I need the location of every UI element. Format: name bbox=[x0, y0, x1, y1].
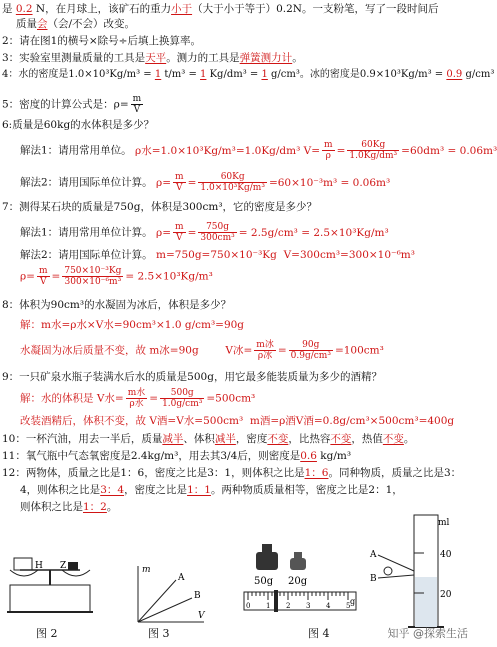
fig3-line-a: A bbox=[178, 573, 185, 583]
scale-tick-label: 4 bbox=[326, 602, 331, 610]
scale-tick-label: 5 bbox=[346, 602, 351, 610]
watermark: 知乎 @探索生活 bbox=[387, 627, 468, 640]
cylinder-unit: ml bbox=[438, 518, 450, 528]
q2-line: 2：请在图1的横号×除号÷后填上换算率。 bbox=[2, 35, 201, 47]
q1-line: 是 0.2 N，在月球上，该矿石的重力小于（大于小于等于）0.2N。一支粉笔，写了一段时间后 bbox=[2, 3, 439, 15]
cylinder-reading-a: A bbox=[370, 550, 377, 560]
q8-line: 8：体积为90cm³的水凝固为冰后，体积是多少？ bbox=[2, 299, 232, 311]
q9-step1: 解：水的体积是 V水= $\frac{\text{m水}}{\text{ρ水}}$ = $\frac{500g}{\text{1.0g/cm³}}$ =500cm³ bbox=[20, 388, 256, 409]
fig3-graph bbox=[128, 560, 208, 628]
balance-h-label: H bbox=[35, 561, 43, 571]
cylinder-reading-b: B bbox=[370, 574, 377, 584]
scale-tick-label: 3 bbox=[306, 602, 311, 610]
graduated-cylinder bbox=[364, 505, 470, 635]
q4-line: 4：水的密度是1.0×10³Kg/m³ = 1 t/m³ = 1 Kg/dm³ = 1 g/cm³。冰的密度是0.9×10³Kg/m³ = 0.9 g/cm³ bbox=[2, 69, 495, 80]
q9-step2: 改装酒精后，体积不变，故 V酒=V水=500cm³ m酒=ρ酒V酒=0.8g/cm³×500cm³=400g bbox=[20, 415, 455, 427]
cylinder-mark-40: 40 bbox=[440, 550, 452, 560]
q5-line: 5：密度的计算公式是：ρ= $\frac{m}{V}$ bbox=[2, 94, 142, 115]
q10-line: 10：一杯汽油，用去一半后，质量减半、体积减半，密度不变，比热容不变，热值不变。 bbox=[2, 433, 415, 445]
q8-step2: 水凝固为冰后质量不变，故 m冰=90g V冰= $\frac{\text{m冰}}{\text{ρ冰}}$ = $\frac{90g}{\text{0.9g/cm³}}$ =100cm³ bbox=[20, 340, 384, 361]
fig4-weights-scale bbox=[240, 540, 370, 620]
q11-line: 11：氧气瓶中气态氧密度是2.4kg/m³，用去其3/4后，则密度是0.6 kg/m³ bbox=[2, 450, 352, 462]
fig3-line-b: B bbox=[194, 591, 201, 601]
q1-line-cont: 质量会（会/不会）改变。 bbox=[16, 18, 136, 30]
q12-line-1: 12：两物体，质量之比是1：6，密度之比是3：1，则体积之比是1：6。同种物质，质量之比是3： bbox=[2, 467, 462, 479]
fig4-caption: 图 4 bbox=[308, 627, 330, 640]
q7-line: 7：测得某石块的质量是750g，体积是300cm³，它的密度是多少？ bbox=[2, 201, 318, 213]
q8-step1: 解：m水=ρ水×V水=90cm³×1.0 g/cm³=90g bbox=[20, 319, 245, 331]
weight-50g: 50g bbox=[254, 576, 274, 587]
fig2-balance bbox=[2, 540, 98, 620]
q7-method2-calc: ρ= $\frac{m}{V}$ = $\frac{\text{750×10⁻³Kg}}{\text{300×10⁻⁶m³}}$ = 2.5×10³Kg/m³ bbox=[20, 266, 213, 287]
scale-tick-label: 2 bbox=[286, 602, 291, 610]
scale-unit: g bbox=[350, 597, 356, 606]
q6-line: 6:质量是60kg的水体积是多少？ bbox=[2, 119, 155, 131]
q7-method1: 解法1：请用常用单位计算。 ρ= $\frac{m}{V}$ = $\frac{750g}{\text{300cm³}}$ = 2.5g/cm³ = 2.5×10³Kg/m³ bbox=[20, 222, 389, 243]
q12-line-2: 4，则体积之比是3：4，密度之比是1：1。两种物质质量相等，密度之比是2：1， bbox=[20, 484, 403, 496]
balance-z-label: Z bbox=[60, 561, 67, 571]
q6-method2: 解法2：请用国际单位计算。 ρ= $\frac{m}{V}$ = $\frac{60Kg}{\text{1.0×10³Kg/m³}}$ =60×10⁻³m³ = 0.06m³ bbox=[20, 172, 391, 193]
fig3-caption: 图 3 bbox=[148, 627, 170, 640]
q12-line-3: 则体积之比是1：2。 bbox=[20, 501, 118, 513]
scale-tick-label: 1 bbox=[266, 602, 271, 610]
weight-20g: 20g bbox=[288, 576, 308, 587]
fig3-y-label: m bbox=[142, 565, 151, 575]
fig3-x-label: V bbox=[198, 611, 205, 621]
fig2-caption: 图 2 bbox=[36, 627, 58, 640]
q6-method1: 解法1：请用常用单位。 ρ水=1.0×10³Kg/m³=1.0Kg/dm³ V= $\frac{m}{\rho}$ = $\frac{60Kg}{\text{1.0Kg/dm³}}$ =60dm³ = 0.06m³ bbox=[20, 140, 497, 161]
q9-line: 9：一只矿泉水瓶子装满水后水的质量是500g，用它最多能装质量为多少的酒精？ bbox=[2, 371, 382, 383]
q3-line: 3：实验室里测量质量的工具是天平。测力的工具是弹簧测力计。 bbox=[2, 52, 303, 64]
q7-method2: 解法2：请用国际单位计算。 m=750g=750×10⁻³Kg V=300cm³=300×10⁻⁶m³ bbox=[20, 249, 415, 261]
cylinder-mark-20: 20 bbox=[440, 590, 452, 600]
scale-tick-label: 0 bbox=[246, 602, 251, 610]
